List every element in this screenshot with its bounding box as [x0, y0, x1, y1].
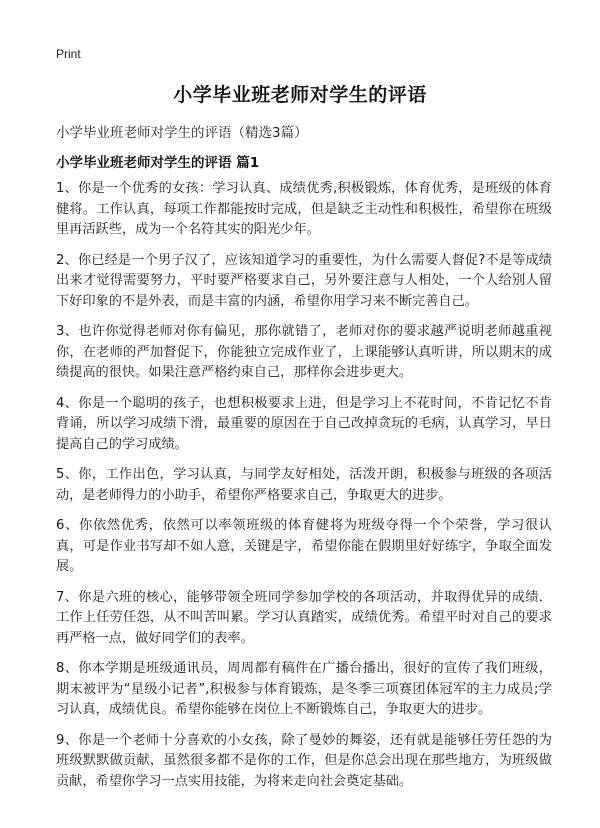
paragraph-7: 7、你是六班的核心，能够带领全班同学参加学校的各项活动，并取得优异的成绩．工作上任劳任怨，从不叫苦叫累。学习认真踏实，成绩优秀。希望平时对自己的要求再严格一点，做好同学们的表率。: [56, 589, 552, 646]
paragraph-6: 6、你依然优秀，依然可以率领班级的体育健将为班级夺得一个个荣誉，学习很认真，可是作业书写却不如人意，关键是字，希望你能在假期里好好练字，争取全面发展。: [56, 518, 552, 574]
paragraph-5: 5、你，工作出色，学习认真，与同学友好相处，活泼开朗，积极参与班级的各项活动，是老师得力的小助手，希望你严格要求自己，争取更大的进步。: [56, 467, 552, 503]
paragraph-4: 4、你是一个聪明的孩子，也想积极要求上进，但是学习上不花时间，不肯记忆不肯背诵，所以学习成绩下滑，最重要的原因在于自己改掉贪玩的毛病，认真学习，早日提高自己的学习成绩。: [56, 395, 552, 452]
paragraph-2: 2、你已经是一个男子汉了，应该知道学习的重要性，为什么需要人督促?不是等成绩出来才觉得需要努力，平时要严格要求自己，另外要注意与人相处，一个人给别人留下好印象的不是外表，而是丰富的内涵，希望你用学习来不断完善自己。: [56, 252, 552, 309]
paragraph-8: 8、你本学期是班级通讯员，周周都有稿件在广播台播出，很好的宣传了我们班级，期末被评为“星级小记者”,积极参与体育锻炼，是冬季三项赛团体冠军的主力成员;学习认真，成绩优良。希望你能够在岗位上不断锻炼自己，争取更大的进步。: [56, 661, 552, 717]
page-title: 小学毕业班老师对学生的评语: [173, 84, 427, 106]
document-subtitle: 小学毕业班老师对学生的评语（精选3篇）: [56, 125, 308, 141]
paragraph-1: 1、你是一个优秀的女孩：学习认真、成绩优秀,积极锻炼，体育优秀，是班级的体育健将。工作认真，每项工作都能按时完成，但是缺乏主动性和积极性，希望你在班级里再活跃些，成为一个名符其实的阳光少年。: [56, 181, 552, 237]
section-heading: 小学毕业班老师对学生的评语 篇1: [56, 155, 260, 171]
paragraph-9: 9、你是一个老师十分喜欢的小女孩，除了曼妙的舞姿，还有就是能够任劳任怨的为班级默默做贡献，虽然很多都不是你的工作，但是你总会出现在那些地方，为班级做贡献，希望你学习一点实用技能，为将来走向社会奠定基础。: [56, 732, 552, 789]
document-body: [56, 179, 552, 802]
print-link[interactable]: Print: [56, 47, 81, 61]
paragraph-3: 3、也许你觉得老师对你有偏见，那你就错了，老师对你的要求越严说明老师越重视你，在老师的严加督促下，你能独立完成作业了，上课能够认真听讲，所以期末的成绩提高的很快。如果注意严格约束自己，那样你会进步更大。: [56, 324, 552, 380]
